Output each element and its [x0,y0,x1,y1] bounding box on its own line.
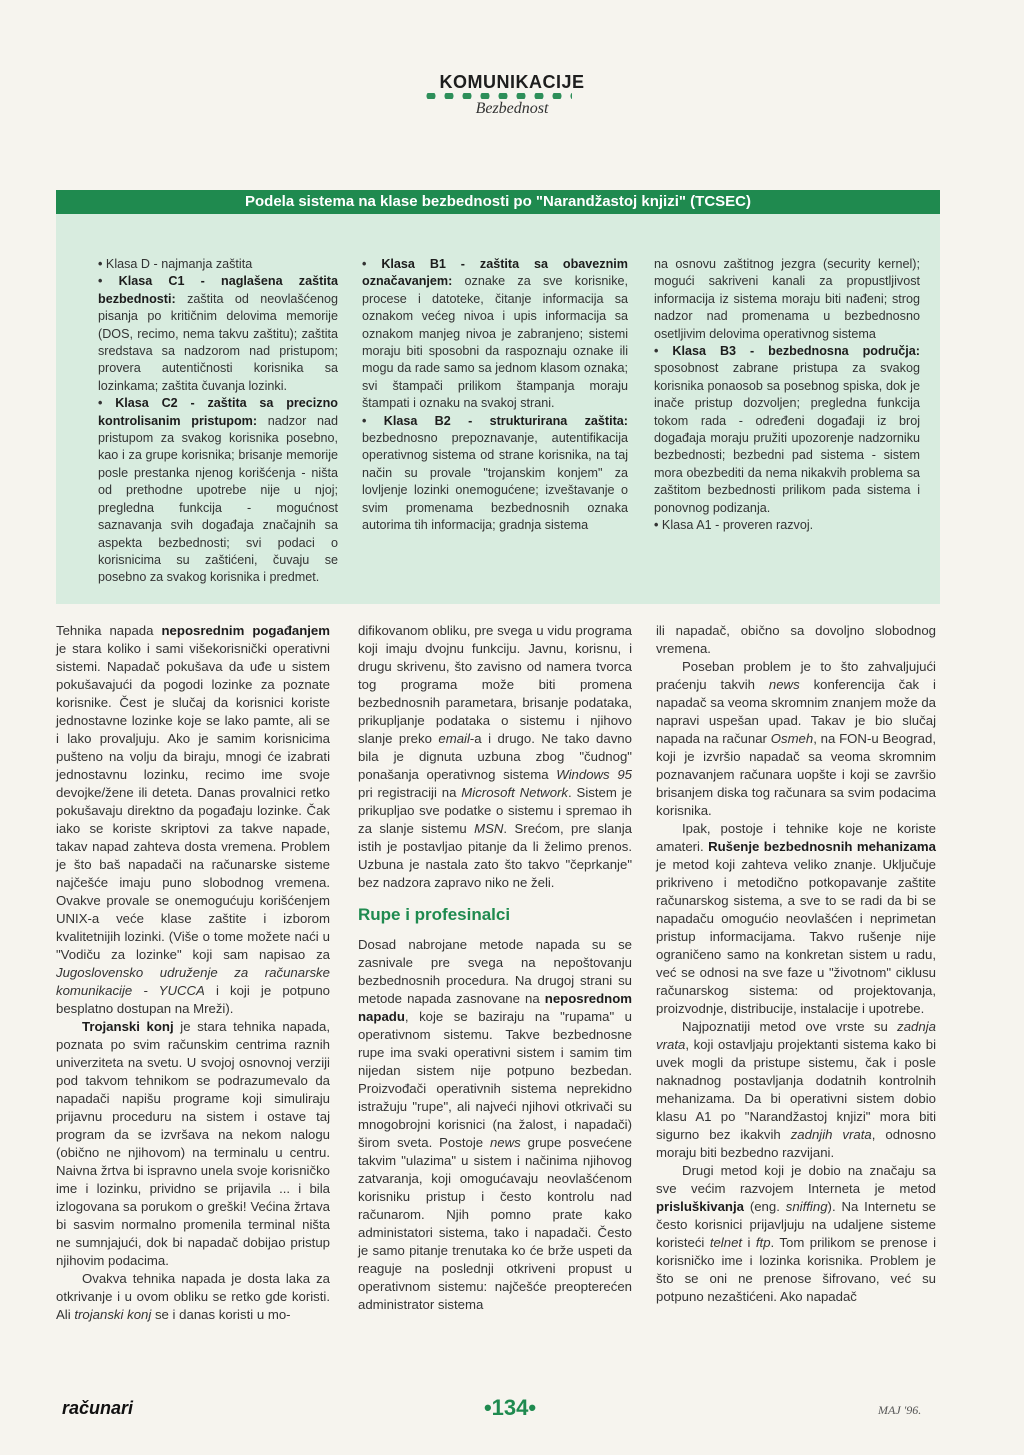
section-title: KOMUNIKACIJE [439,72,585,92]
box-item-klasa-c2: • Klasa C2 - zaštita sa precizno kontrolisanim pristupom: nadzor nad pristupom za svakog korisnika posebno, kao i za grupe korisnika; brisanje memorije posle prestanka njenog korišćenja - ništa od prethodne upotrebe nije u njoj; pregledna funkcija - mogućnost saznavanja svih događaja značajnih sa aspekta bezbednosti; svi podaci o korisnicima su zaštićeni, čuvaju se posebno za svakog korisnika i predmet. [98,395,338,586]
article-column-3 [656,622,936,1306]
box-item-klasa-b1: • Klasa B1 - zaštita sa obaveznim označavanjem: oznake za sve korisnike, procese i datoteke, čitanje informacija sa oznakom većeg nivoa i upis informacija sa oznakom manjeg nivoa je zabranjeno; sistemi moraju biti sposobni da raspoznaju oznake ili mogu da rade samo sa jednom klasom oznaka; svi štampači prilikom štampanja moraju štampati i oznaku na svakoj strani. [362,256,628,413]
box-banner: Podela sistema na klase bezbednosti po "Narandžastoj knjizi" (TCSEC) [56,190,940,214]
box-item-klasa-b2-cont: na osnovu zaštitnog jezgra (security kernel); mogući sakriveni kanali za propustljivost informacija iz sistema moraju biti nađeni; strog nadzor nad promenama u bezbednosno osetljivim delovima operativnog sistema [654,257,920,341]
box-item-klasa-b3: • Klasa B3 - bezbednosna područja: sposobnost zabrane pristupa za svakog korisnika ponaosob sa posebnog spiska, dok je inače pristup dozvoljen; pregledna funkcija tokom rada - određeni događaji iz broj događaja moraju pružiti upozorenje nadzorniku bezbednosti; bezbedni pad sistema - sistem mora obezbediti da nema nikakvih problema sa zaštitom bezbednosti prilikom pada sistema i ponovnog podizanja. [654,343,920,517]
paragraph: Poseban problem je to što zahvaljujući praćenju takvih news konferencija čak i napadač sa veoma skromnim znanjem može da napravi uspešan upad. Takav je bio slučaj napada na računar Osmeh, na FON-u Beograd, koji je izvršio napadač sa veoma skromnim poznavanjem računara uopšte i koji se završio brisanjem diska tog računara sa svim podacima korisnika. [656,659,937,818]
box-item-klasa-d: • Klasa D - najmanja zaštita [98,256,338,273]
sidebar-box-tcsec [56,190,940,604]
article-column-2 [358,622,632,1314]
box-column-3 [654,256,920,535]
paragraph: Najpoznatiji metod ove vrste su zadnja vrata, koji ostavljaju projektanti sistema kako bi uvek mogli da pristupe sistemu, čak i posle naknadnog postavljanja dodatnih kontrolnih mehanizama. Da bi operativni sistem dobio klasu A1 po "Narandžastoj knjizi" mora biti sigurno bez ikakvih zadnjih vrata, odnosno moraju biti bezbedno razvijani. [656,1019,936,1160]
paragraph: Tehnika napada neposrednim pogađanjem je stara koliko i sami višekorisnički operativni sistemi. Napadač pokušava da uđe u sistem pokušavajući da pogodi lozinke za poznate korisnike. Čest je slučaj da korisnici koriste jednostavne lozinke koje se lako pamte, ali se i lako provaljuju. Ako je samim korisnicima pušteno na volju da biraju, mnogi će izabrati jednostavnu lozinku, recimo ime svoje devojke/žene ili deteta. Danas provalnici retko pokušavaju direktno da pogađaju lozinke. Čak iako se koriste skriptovi za takve napade, takav napad zahteva dosta vremena. Problem je što baš napadači na računarske sisteme najčešće imaju puno slobodnog vremena. Ovakve provale se onemogućuju korišćenjem UNIX-a veće klase zaštite i izborom kvalitetnijih lozinki. (Više o tome možete naći u "Vodiču za lozinke" koji sam napisao za Jugoslovensko udruženje za računarske komunikacije - YUCCA i koji je potpuno besplatno dostupan na Mreži). [56,623,330,1016]
magazine-name: računari [62,1398,134,1418]
box-column-1 [98,256,338,587]
title-dots-decoration [422,93,572,99]
paragraph: ili napadač, obično sa dovoljno slobodnog vremena. [656,623,936,656]
article-column-1 [56,622,330,1324]
paragraph: difikovanom obliku, pre svega u vidu programa koji imaju dvojnu funkciju. Javnu, korisnu, i drugu skrivenu, što zavisno od namera tvorca tog programa može biti promena bezbednosnih parametara, brisanje podataka, prikupljanje podataka o sistemu i njihovo slanje preko email-a i drugo. Ne tako davno bila je dignuta uzbuna zbog "čudnog" ponašanja operativnog sistema Windows 95 pri registraciji na Microsoft Network. Sistem je prikupljao sve podatke o sistemu i spremao ih za slanje sistemu MSN. Srećom, pre slanja istih je postavljao pitanje da li želimo prenos. Uzbuna je nastala zato što takvo "čeprkanje" bez nadzora zapravo niko ne želi. [358,623,632,890]
paragraph: Ipak, postoje i tehnike koje ne koriste amateri. Rušenje bezbednosnih mehanizama je metod koji zahteva veliko znanje. Uključuje prikriveno i metodično potkopavanje zaštite računarskog sistema, a sve to se radi da bi se napadaču omogućio neovlašćen i neprimetan pristup informacijama. Takvo rušenje nije ograničeno samo na konkretan sistem u radu, već se odnosi na sve faze u "životnom" ciklusu računarskog sistema: od projektovanja, proizvodnje, distribucije, instalacije i upotrebe. [656,821,936,1016]
page-number: •134• [483,1395,537,1420]
paragraph: Trojanski konj je stara tehnika napada, poznata po svim računskim centrima raznih univerziteta na svetu. U svojoj osnovnoj verziji pod takvom tehnikom se podrazumevalo da napadači napišu programe koji simuliraju prijavnu proceduru na sistem i ostave taj program da se izvršava na nekom nalogu (obično ne njihovom) na terminalu u centru. Naivna žrtva bi ispravno unela svoje korisničko ime i lozinku, prividno se prijavila ... i bila izlogovana sa porukom o greški! Većina žrtava bi sasvim normalno promenila terminal ništa ne sumnjajući, dok bi napadač dobijao pristup njihovim podacima. [56,1019,330,1268]
box-item-klasa-c1: • Klasa C1 - naglašena zaštita bezbednosti: zaštita od neovlašćenog pisanja po kritičnim delovima memorije (DOS, recimo, nema takvu zaštitu); zaštita sredstava sa nadzorom nad pristupom; provera autentičnosti korisnika sa lozinkama; zaštita čuvanja lozinki. [98,273,338,395]
paragraph: Ovakva tehnika napada je dosta laka za otkrivanje i u ovom obliku se retko gde koristi. Ali trojanski konj se i danas koristi u mo- [56,1271,330,1322]
box-item-klasa-b2: • Klasa B2 - strukturirana zaštita: bezbednosno prepoznavanje, autentifikacija operativnog sistema od strane korisnika, na taj način su provale "trojanskim konjem" za lovljenje lozinki onemogućene; izveštavanje o svim promenama bezbednosnih oznaka autorima tih informacija; gradnja sistema [362,413,628,535]
box-column-2 [362,256,628,535]
box-item-klasa-a1: • Klasa A1 - proveren razvoj. [654,517,920,534]
paragraph: Drugi metod koji je dobio na značaju sa sve većim razvojem Interneta je metod prisluškivanja (eng. sniffing). Na Internetu se često korisnici prijavljuju na udaljene sisteme koristeći telnet i ftp. Tom prilikom se prenose i korisničko ime i lozinka korisnika. Problem je što se oni ne prenose šifrovano, već su potpuno nezaštićeni. Ako napadač [656,1163,937,1304]
issue-date: MAJ '96. [878,1403,922,1417]
subheading-rupe: Rupe i profesinalci [358,905,511,924]
section-subtitle: Bezbednost [475,100,549,117]
paragraph: Dosad nabrojane metode napada su se zasnivale pre svega na nepoštovanju bezbednosnih procedura. Na drugoj strani su metode napada zasnovane na neposrednom napadu, koje se baziraju na "rupama" u operativnom sistemu. Takve bezbednosne rupe ima svaki operativni sistem i samim tim nijedan sistem nije potpuno bezbedan. Proizvođači operativnih sistema neprekidno istražuju "rupe", ali najveći njihovi otkrivači su mnogobrojni korisnici (na žalost, i napadači) širom sveta. Postoje news grupe posvećene takvim "ulazima" u sistem i načinima njihovog zatvaranja, koji omogućavaju neovlašćenom korisniku pristup i često kontrolu nad računarom. Njih pomno prate kako administatori sistema, tako i napadači. Često je samo pitanje trenutaka ko će brže uspeti da reaguje na poslednji otkriveni propust u operativnom sistemu: najčešće preopterećen administrator sistema [358,937,632,1312]
